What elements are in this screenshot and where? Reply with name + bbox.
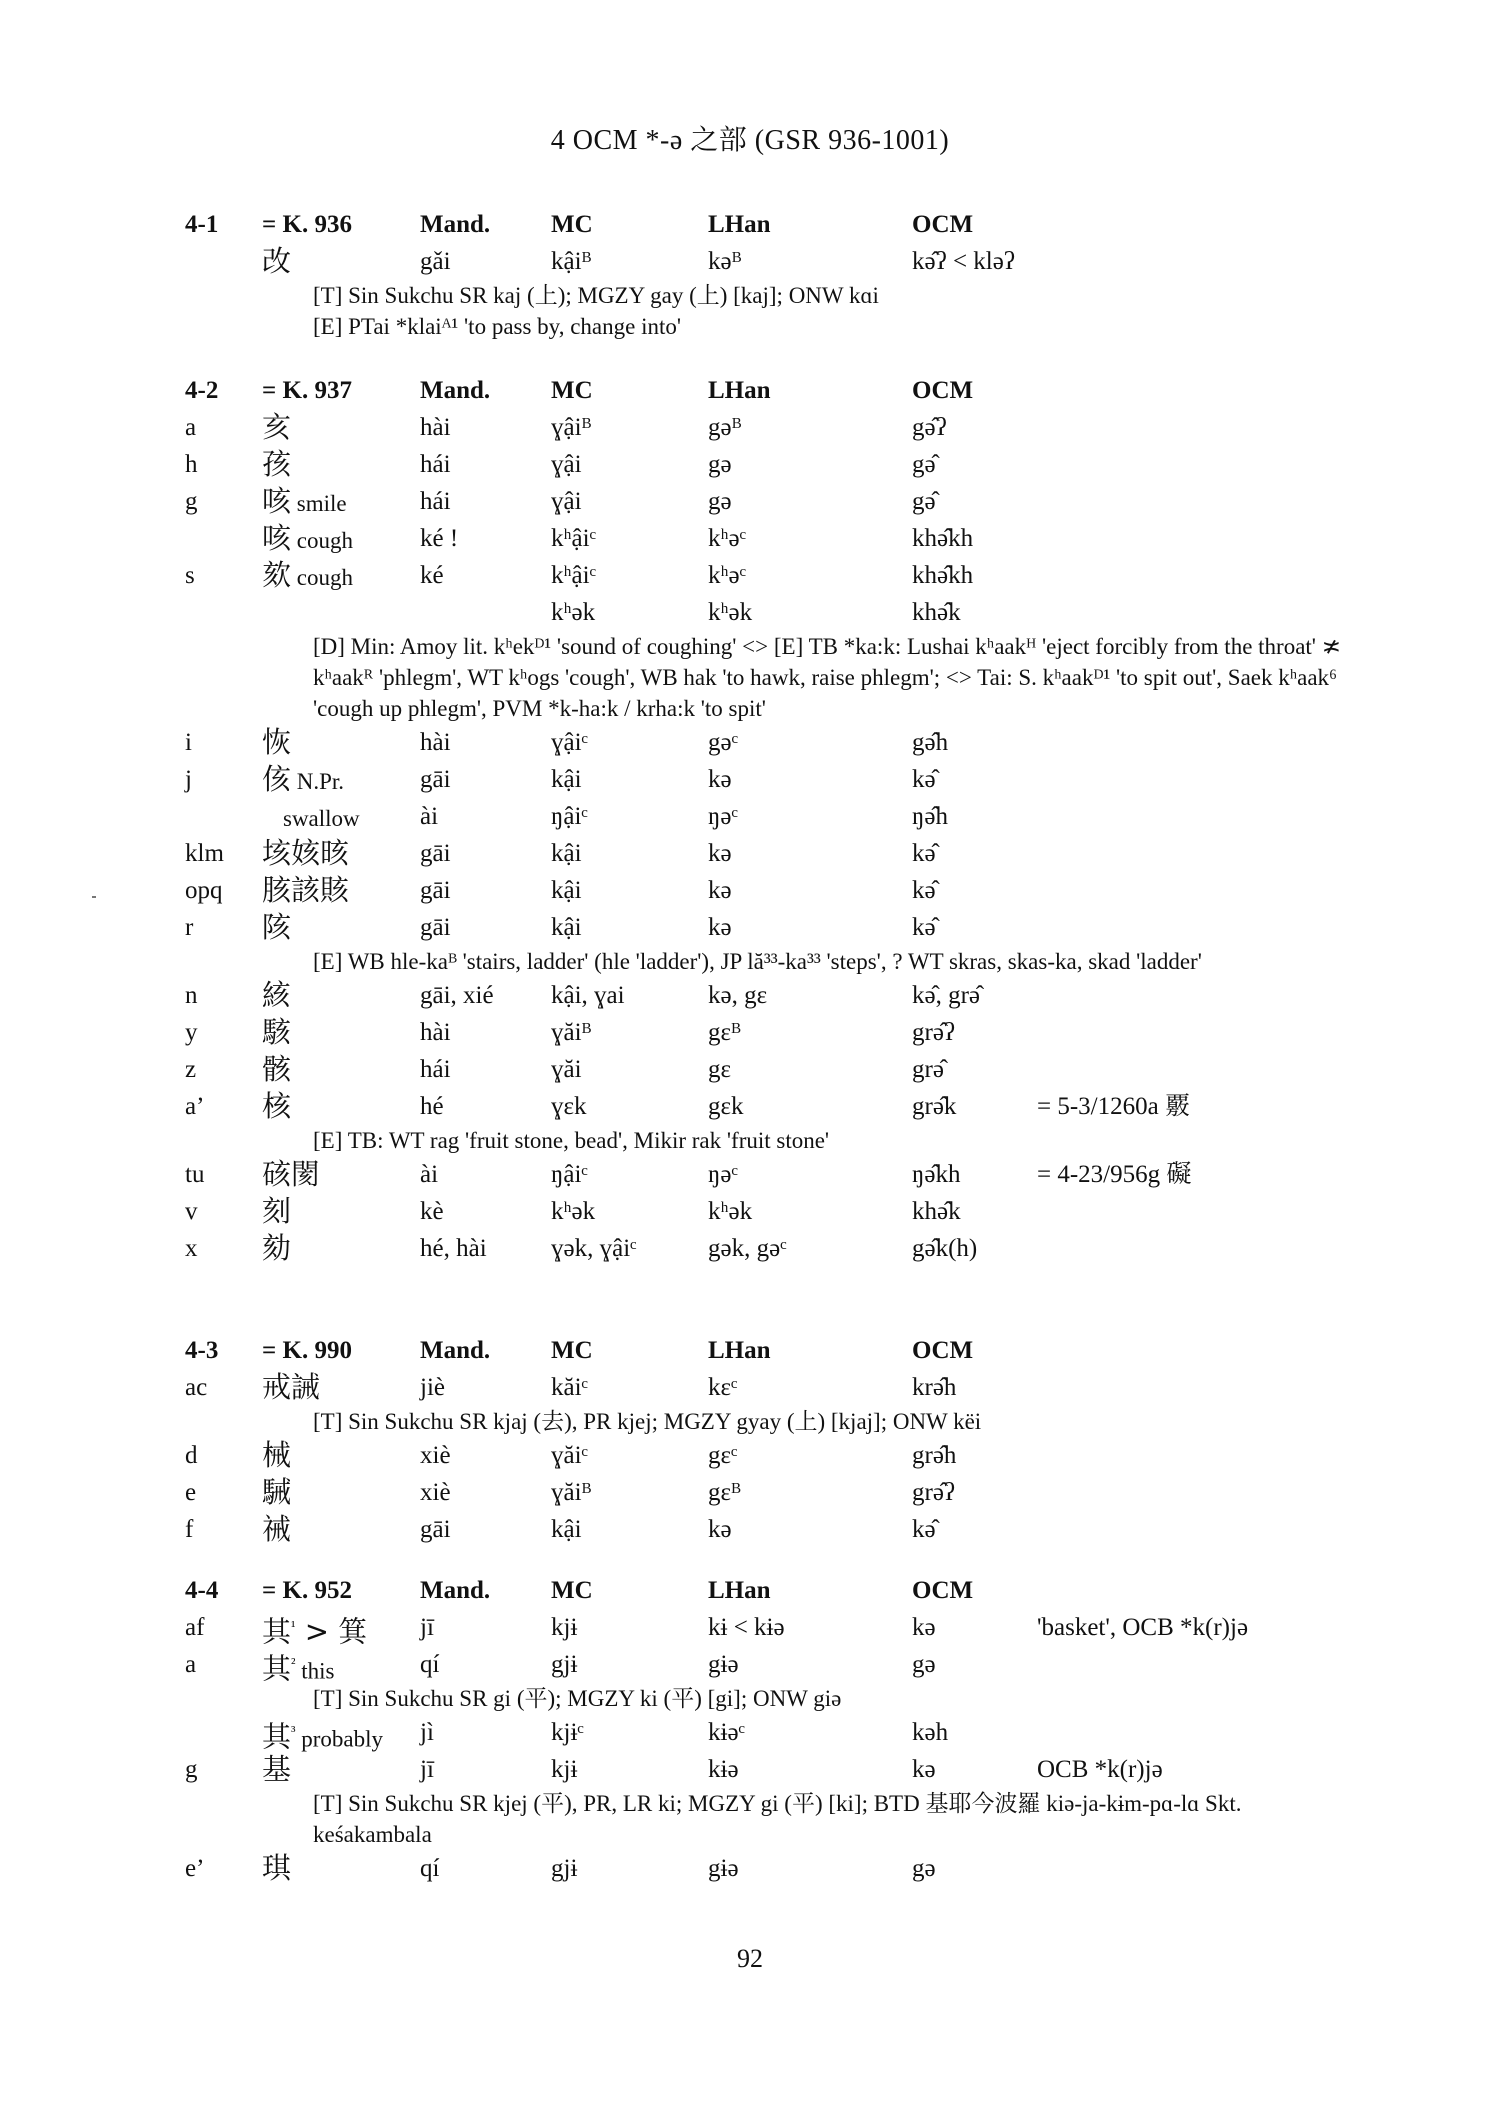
lhan-reading: kʰəᶜ [708, 562, 747, 589]
table-row [185, 977, 1345, 1014]
section-header [185, 206, 1345, 243]
mand-reading: hái [420, 1056, 451, 1083]
lhan-reading: ŋəᶜ [708, 803, 738, 830]
character-cell: 欬 cough [262, 558, 353, 592]
note-line: [T] Sin Sukchu SR kjaj (去), PR kjej; MGZY gyay (上) [kjaj]; ONW këi [313, 1409, 982, 1434]
lhan-header: LHan [708, 1577, 771, 1604]
mc-header: MC [551, 1337, 593, 1364]
row-note: 'basket', OCB *k(r)jə [1037, 1614, 1249, 1641]
ocm-reading: khə̂kh [912, 525, 974, 552]
table-row [185, 520, 1345, 557]
mand-reading: hái [420, 451, 451, 478]
stray-mark [92, 896, 96, 898]
mand-header: Mand. [420, 1577, 491, 1604]
table-row [185, 1230, 1345, 1267]
mand-reading: hé, hài [420, 1235, 487, 1262]
sense-number: ¹ [291, 1619, 296, 1635]
mand-reading: jī [420, 1614, 434, 1641]
lhan-reading: gəᴮ [708, 414, 742, 441]
mand-reading: gāi, xié [420, 982, 494, 1009]
table-row [185, 446, 1345, 483]
mand-reading: jī [420, 1756, 434, 1783]
mc-reading: kjɨᶜ [551, 1719, 584, 1746]
ocm-header: OCM [912, 377, 974, 404]
mand-reading: gāi [420, 1516, 451, 1543]
lhan-reading: kə, gɛ [708, 982, 768, 1009]
ocm-reading: khə̂k [912, 1198, 961, 1225]
note-line: [T] Sin Sukchu SR gi (平); MGZY ki (平) [gi]; ONW giə [313, 1686, 842, 1711]
mand-reading: hái [420, 488, 451, 515]
subentry-letter: h [185, 451, 198, 478]
mand-reading: jì [420, 1719, 434, 1746]
subentry-letter: ac [185, 1374, 208, 1401]
lhan-reading: kɨə [708, 1756, 739, 1783]
subentry-letter: e’ [185, 1855, 205, 1882]
subentry-letter: r [185, 914, 194, 941]
ocm-reading: kə̂ [912, 766, 936, 793]
character-cell: 駴 [262, 1475, 292, 1509]
table-row [185, 409, 1345, 446]
mand-reading: hài [420, 729, 451, 756]
mc-reading: kậi [551, 1516, 582, 1543]
lhan-reading: gɛk [708, 1093, 744, 1120]
subentry-letter: x [185, 1235, 198, 1262]
mand-reading: hài [420, 414, 451, 441]
character-cell: 其$^{^1}$ > 箕 [262, 1614, 368, 1649]
entry-section [185, 372, 1345, 1267]
ocm-reading: krə̂h [912, 1374, 957, 1401]
note-line: [D] Min: Amoy lit. kʰekᴰ¹ 'sound of coughing' <> [E] TB *ka:k: Lushai kʰaakᴴ 'eject forcibly from the throat' ≭ kʰaakᴿ 'phlegm', WT kʰogs 'cough', WB hak 'to hawk, raise phlegm'; <> Tai: S. kʰaakᴰ¹ 'to spit out', Saek kʰaak⁶ 'cough up phlegm', PVM *k-ha:k / krha:k 'to spit' [313, 634, 1341, 721]
karlgren-ref: = K. 990 [262, 1337, 352, 1364]
lhan-reading: kʰək [708, 599, 753, 626]
ocm-reading: grə̂ʔ [912, 1479, 956, 1506]
mand-header: Mand. [420, 1337, 491, 1364]
mc-reading: ɣậiᶜ [551, 729, 588, 756]
character-cell: 基 [262, 1752, 292, 1786]
mc-header: MC [551, 377, 593, 404]
mand-reading: ké ! [420, 525, 459, 552]
mand-reading: ài [420, 803, 439, 830]
table-row [185, 1437, 1345, 1474]
section-id: 4-1 [185, 211, 219, 238]
lhan-reading: kə [708, 1516, 732, 1543]
ocm-reading: kə̂ [912, 840, 936, 867]
subentry-letter: j [185, 766, 192, 793]
ocm-reading: gə [912, 1855, 936, 1882]
lhan-reading: kɛᶜ [708, 1374, 738, 1401]
ocm-reading: khə̂k [912, 599, 961, 626]
lhan-header: LHan [708, 211, 771, 238]
mand-header: Mand. [420, 377, 491, 404]
subentry-letter: a’ [185, 1093, 205, 1120]
table-row [185, 724, 1345, 761]
gloss: probably [295, 1726, 384, 1752]
mand-reading: ké [420, 562, 444, 589]
mc-reading: ɣăi [551, 1056, 582, 1083]
ocm-reading: gə̂ʔ [912, 414, 947, 441]
table-row [185, 1088, 1345, 1125]
character-cell: 改 [262, 244, 292, 278]
subentry-letter: i [185, 729, 192, 756]
table-row [185, 1051, 1345, 1088]
subentry-letter: klm [185, 840, 224, 867]
character-cell: 亥 [262, 410, 292, 444]
mc-reading: kjɨ [551, 1614, 578, 1641]
subentry-letter: tu [185, 1161, 205, 1188]
character-cell: 械 [262, 1438, 292, 1472]
ocm-reading: kə̂ [912, 1516, 936, 1543]
table-row [185, 1156, 1345, 1193]
lhan-reading: kʰəᶜ [708, 525, 747, 552]
subentry-letter: opq [185, 877, 223, 904]
mand-reading: xiè [420, 1479, 451, 1506]
table-row [185, 1850, 1345, 1887]
subentry-letter: n [185, 982, 198, 1009]
character-cell: 侅 N.Pr. [262, 762, 345, 796]
subentry-letter: f [185, 1516, 194, 1543]
ocm-reading: kə̂ [912, 914, 936, 941]
section-id: 4-3 [185, 1337, 219, 1364]
lhan-reading: gɛᴮ [708, 1019, 741, 1046]
ocm-reading: ŋə̂h [912, 803, 948, 830]
karlgren-ref: = K. 937 [262, 377, 352, 404]
table-row [185, 1511, 1345, 1548]
ocm-reading: gə [912, 1651, 936, 1678]
table-row [185, 835, 1345, 872]
mand-reading: kè [420, 1198, 444, 1225]
lhan-reading: kə [708, 840, 732, 867]
mc-reading: kʰậiᶜ [551, 562, 596, 589]
entry-section [185, 1572, 1345, 1887]
lhan-reading: kʰək [708, 1198, 753, 1225]
subentry-letter: v [185, 1198, 198, 1225]
ocm-reading: kə̂ [912, 877, 936, 904]
mc-reading: kậi [551, 877, 582, 904]
ocm-reading: grə̂ʔ [912, 1019, 956, 1046]
table-row [185, 1751, 1345, 1788]
mand-header: Mand. [420, 211, 491, 238]
note-line: [E] TB: WT rag 'fruit stone, bead', Mikir rak 'fruit stone' [313, 1128, 830, 1153]
subentry-letter: d [185, 1442, 198, 1469]
mand-reading: xiè [420, 1442, 451, 1469]
mc-reading: ɣậi [551, 451, 582, 478]
section-id: 4-4 [185, 1577, 219, 1604]
mand-reading: gāi [420, 840, 451, 867]
lhan-header: LHan [708, 377, 771, 404]
table-row [185, 1609, 1345, 1649]
entry-section [185, 1332, 1345, 1548]
ocm-header: OCM [912, 211, 974, 238]
subentry-letter: g [185, 1756, 198, 1783]
ocm-reading: grə̂k [912, 1093, 957, 1120]
ocm-reading: grə̂h [912, 1442, 957, 1469]
character-cell: 垓姟晐 [262, 836, 350, 870]
ocm-reading: gə̂ [912, 488, 936, 515]
mc-reading: ŋậiᶜ [551, 1161, 588, 1188]
table-row [185, 243, 1345, 280]
character-cell: 核 [262, 1089, 292, 1123]
mc-reading: ɣậiᴮ [551, 414, 592, 441]
entry-section [185, 206, 1345, 342]
ocm-reading: gə̂k(h) [912, 1235, 978, 1262]
character-cell: 陔 [262, 910, 292, 944]
karlgren-ref: = K. 952 [262, 1577, 352, 1604]
table-row [185, 1014, 1345, 1051]
character-cell: 骸 [262, 1052, 292, 1086]
subentry-letter: z [185, 1056, 197, 1083]
mc-reading: ɣậi [551, 488, 582, 515]
mc-reading: kăiᶜ [551, 1374, 588, 1401]
lhan-reading: gək, gəᶜ [708, 1235, 787, 1262]
gloss: cough [291, 528, 353, 553]
lhan-reading: gɨə [708, 1651, 739, 1678]
lhan-reading: gɛ [708, 1056, 731, 1083]
ocm-reading: grə̂ [912, 1056, 944, 1083]
lhan-reading: gə [708, 451, 732, 478]
subentry-letter: a [185, 414, 197, 441]
row-note: = 5-3/1260a 覈 [1037, 1093, 1190, 1120]
subentry-letter: e [185, 1479, 197, 1506]
lhan-reading: kə [708, 877, 732, 904]
gloss: this [295, 1658, 335, 1684]
character-cell: 恢 [262, 725, 292, 759]
karlgren-ref: = K. 936 [262, 211, 352, 238]
ocm-header: OCM [912, 1577, 974, 1604]
character-cell: 戒誡 [262, 1370, 321, 1404]
sense-number: ³ [291, 1724, 296, 1740]
subentry-letter: y [185, 1019, 198, 1046]
subentry-letter: af [185, 1614, 205, 1641]
table-row [185, 1193, 1345, 1230]
table-row [185, 1474, 1345, 1511]
mc-reading: kʰək [551, 599, 596, 626]
character-cell: 其$^{^3}$ probably [262, 1719, 384, 1754]
lhan-header: LHan [708, 1337, 771, 1364]
character-cell: 駭 [262, 1015, 292, 1049]
table-row [185, 1714, 1345, 1754]
lhan-reading: kɨ < kɨə [708, 1614, 785, 1641]
sense-number: ² [291, 1656, 296, 1672]
ocm-reading: khə̂kh [912, 562, 974, 589]
note-line: [T] Sin Sukchu SR kaj (上); MGZY gay (上) [kaj]; ONW kɑi [313, 283, 879, 308]
mand-reading: gāi [420, 877, 451, 904]
character-cell: 咳 smile [262, 484, 347, 518]
character-cell: 劾 [262, 1231, 292, 1265]
ocm-reading: kəh [912, 1719, 949, 1746]
character-cell: 刻 [262, 1194, 292, 1228]
subentry-letter: a [185, 1651, 197, 1678]
mand-reading: hé [420, 1093, 444, 1120]
page-title: 4 OCM *-ə 之部 (GSR 936-1001) [550, 125, 950, 156]
mc-reading: ɣăiᶜ [551, 1442, 588, 1469]
character-cell: 孩 [262, 447, 292, 481]
mc-reading: kậi [551, 914, 582, 941]
gloss: N.Pr. [291, 769, 345, 794]
character-cell: 祴 [262, 1512, 292, 1546]
character-cell: 咳 cough [262, 521, 353, 555]
ocm-reading: ŋə̂kh [912, 1161, 961, 1188]
mc-reading: kjɨ [551, 1756, 578, 1783]
mc-reading: kʰək [551, 1198, 596, 1225]
section-id: 4-2 [185, 377, 219, 404]
note-line: [T] Sin Sukchu SR kjej (平), PR, LR ki; MGZY gi (平) [ki]; BTD 基耶今波羅 kiə-ja-kɨm-pɑ-lɑ Skt. keśakambala [313, 1791, 1242, 1847]
ocm-header: OCM [912, 1337, 974, 1364]
character-cell: 硋閡 [262, 1157, 321, 1191]
gloss: smile [291, 491, 347, 516]
page-number: 92 [737, 1944, 763, 1973]
mc-reading: kậi [551, 840, 582, 867]
table-row [185, 483, 1345, 520]
table-row [185, 872, 1345, 909]
section-header [185, 372, 1345, 409]
mc-reading: gjɨ [551, 1855, 578, 1882]
mc-reading: gjɨ [551, 1651, 578, 1678]
ocm-reading: kə [912, 1614, 936, 1641]
mand-reading: gǎi [420, 248, 451, 275]
row-note: = 4-23/956g 礙 [1037, 1161, 1192, 1188]
character-cell: 其$^{^2}$ this [262, 1651, 335, 1686]
lhan-reading: gəᶜ [708, 729, 738, 756]
ocm-reading: kə [912, 1756, 936, 1783]
lhan-reading: kɨəᶜ [708, 1719, 745, 1746]
mc-reading: ɣɛk [551, 1093, 587, 1120]
mand-reading: qí [420, 1855, 440, 1882]
section-header [185, 1332, 1345, 1369]
lhan-reading: gɨə [708, 1855, 739, 1882]
ocm-reading: kə̂, grə̂ [912, 982, 981, 1009]
gloss: swallow [283, 806, 360, 831]
mc-reading: ɣăiᴮ [551, 1019, 592, 1046]
ocm-reading: gə̂ [912, 451, 936, 478]
ocm-reading: kə̂ʔ < kləʔ [912, 248, 1015, 275]
mc-reading: kậi [551, 766, 582, 793]
mand-reading: hài [420, 1019, 451, 1046]
character-cell [283, 798, 360, 837]
mc-reading: ɣăiᴮ [551, 1479, 592, 1506]
subentry-letter: s [185, 562, 195, 589]
mc-header: MC [551, 1577, 593, 1604]
mc-reading: kʰậiᶜ [551, 525, 596, 552]
section-header [185, 1572, 1345, 1609]
mand-reading: jiè [420, 1374, 445, 1401]
lhan-reading: gə [708, 488, 732, 515]
character-cell: 琪 [262, 1851, 292, 1885]
gloss: cough [291, 565, 353, 590]
mc-header: MC [551, 211, 593, 238]
mand-reading: ài [420, 1161, 439, 1188]
mand-reading: gāi [420, 914, 451, 941]
lhan-reading: gɛᴮ [708, 1479, 741, 1506]
mc-reading: kậi, ɣai [551, 982, 625, 1009]
table-row [185, 761, 1345, 798]
table-row [185, 1369, 1345, 1406]
mc-reading: ŋậiᶜ [551, 803, 588, 830]
lhan-reading: kə [708, 766, 732, 793]
lhan-reading: kəᴮ [708, 248, 742, 275]
mand-reading: gāi [420, 766, 451, 793]
subentry-letter: g [185, 488, 198, 515]
table-row [185, 594, 1345, 631]
lhan-reading: ŋəᶜ [708, 1161, 738, 1188]
mand-reading: qí [420, 1651, 440, 1678]
table-row [185, 557, 1345, 594]
lhan-reading: kə [708, 914, 732, 941]
ocm-reading: gə̂h [912, 729, 949, 756]
character-cell: 胲該賅 [262, 873, 350, 907]
table-row [185, 798, 1345, 835]
table-row [185, 1646, 1345, 1686]
character-cell: 絯 [262, 978, 292, 1012]
mc-reading: kậiᴮ [551, 248, 592, 275]
note-line: [E] WB hle-kaᴮ 'stairs, ladder' (hle 'ladder'), JP lă³³-ka³³ 'steps', ? WT skras, skas-ka, skad 'ladder' [313, 949, 1202, 974]
mc-reading: ɣək, ɣậiᶜ [551, 1235, 637, 1262]
row-note: OCB *k(r)jə [1037, 1756, 1163, 1783]
table-row [185, 909, 1345, 946]
lhan-reading: gɛᶜ [708, 1442, 738, 1469]
note-line: [E] PTai *klaiᴬ¹ 'to pass by, change into' [313, 314, 681, 339]
